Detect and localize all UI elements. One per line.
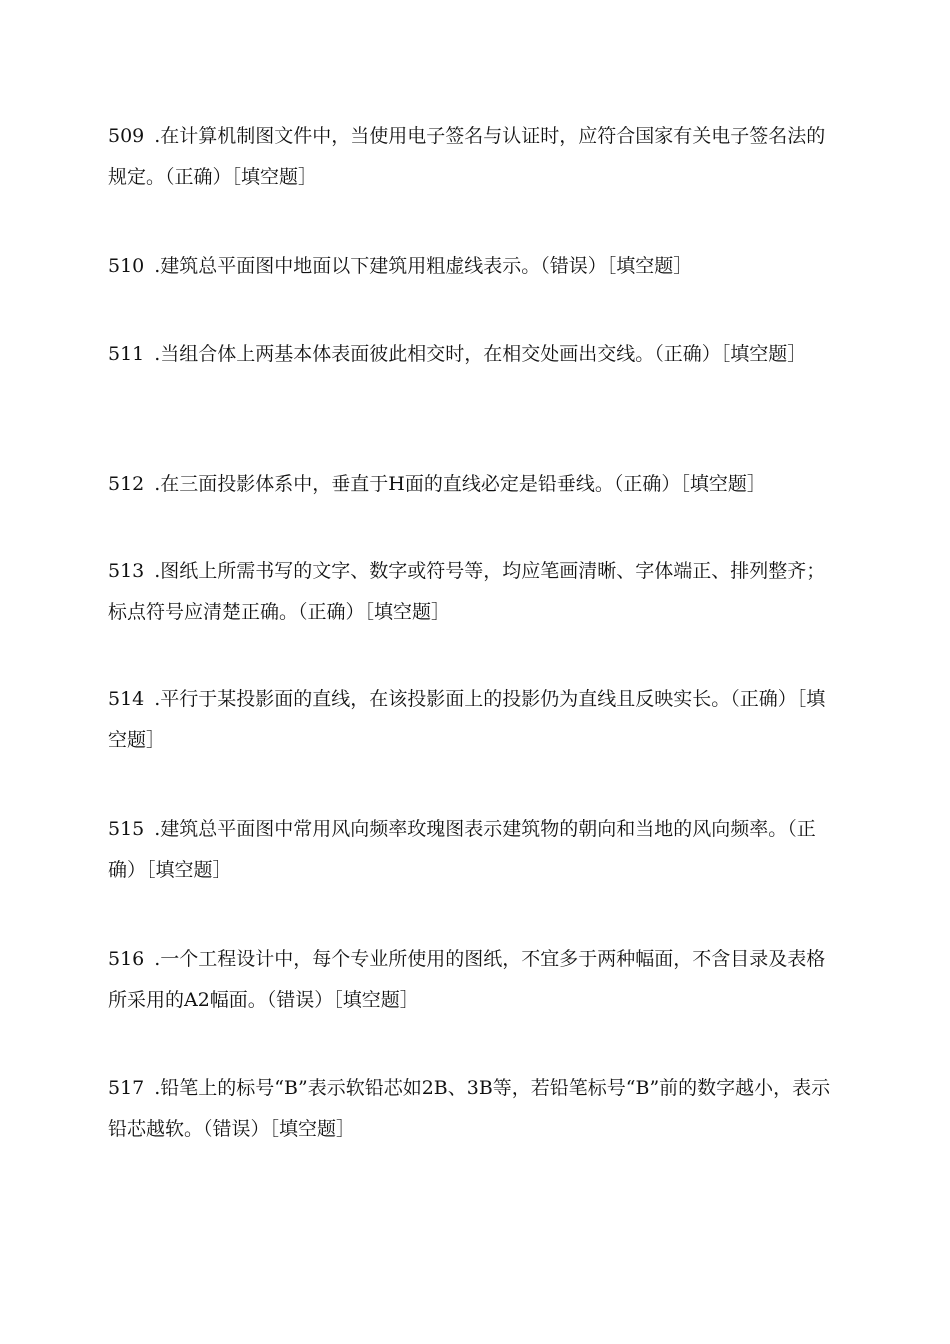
question-513	[108, 551, 832, 633]
question-512	[108, 464, 766, 505]
question-text: .在三面投影体系中，垂直于H面的直线必定是铅垂线。（正确）［填空题］	[154, 473, 766, 495]
question-number: 510	[108, 255, 145, 277]
question-text: .当组合体上两基本体表面彼此相交时，在相交处画出交线。（正确）［填空题］	[154, 343, 807, 365]
question-number: 514	[108, 688, 145, 710]
question-511	[108, 334, 806, 375]
question-517	[108, 1068, 832, 1150]
question-514	[108, 679, 832, 761]
question-text: .建筑总平面图中常用风向频率玫瑰图表示建筑物的朝向和当地的风向频率。（正确）［填空题］	[108, 818, 816, 881]
question-number: 515	[108, 818, 145, 840]
question-510	[108, 246, 692, 287]
question-number: 516	[108, 948, 145, 970]
question-515	[108, 809, 832, 891]
question-number: 517	[108, 1077, 145, 1099]
question-text: .铅笔上的标号“B”表示软铅芯如2B、3B等，若铅笔标号“B”前的数字越小，表示铅芯越软。（错误）［填空题］	[108, 1077, 831, 1140]
question-509	[108, 116, 832, 198]
question-number: 509	[108, 125, 145, 147]
question-516	[108, 939, 832, 1021]
question-number: 512	[108, 473, 145, 495]
question-text: .一个工程设计中，每个专业所使用的图纸，不宜多于两种幅面，不含目录及表格所采用的A2幅面。（错误）［填空题］	[108, 948, 826, 1011]
question-number: 513	[108, 560, 145, 582]
question-text: .在计算机制图文件中，当使用电子签名与认证时，应符合国家有关电子签名法的规定。（正确）［填空题］	[108, 125, 826, 188]
question-number: 511	[108, 343, 145, 365]
question-text: .平行于某投影面的直线，在该投影面上的投影仍为直线且反映实长。（正确）［填空题］	[108, 688, 826, 751]
question-text: .图纸上所需书写的文字、数字或符号等，均应笔画清晰、字体端正、排列整齐；标点符号应清楚正确。（正确）［填空题］	[108, 560, 826, 623]
question-text: .建筑总平面图中地面以下建筑用粗虚线表示。（错误）［填空题］	[154, 255, 693, 277]
